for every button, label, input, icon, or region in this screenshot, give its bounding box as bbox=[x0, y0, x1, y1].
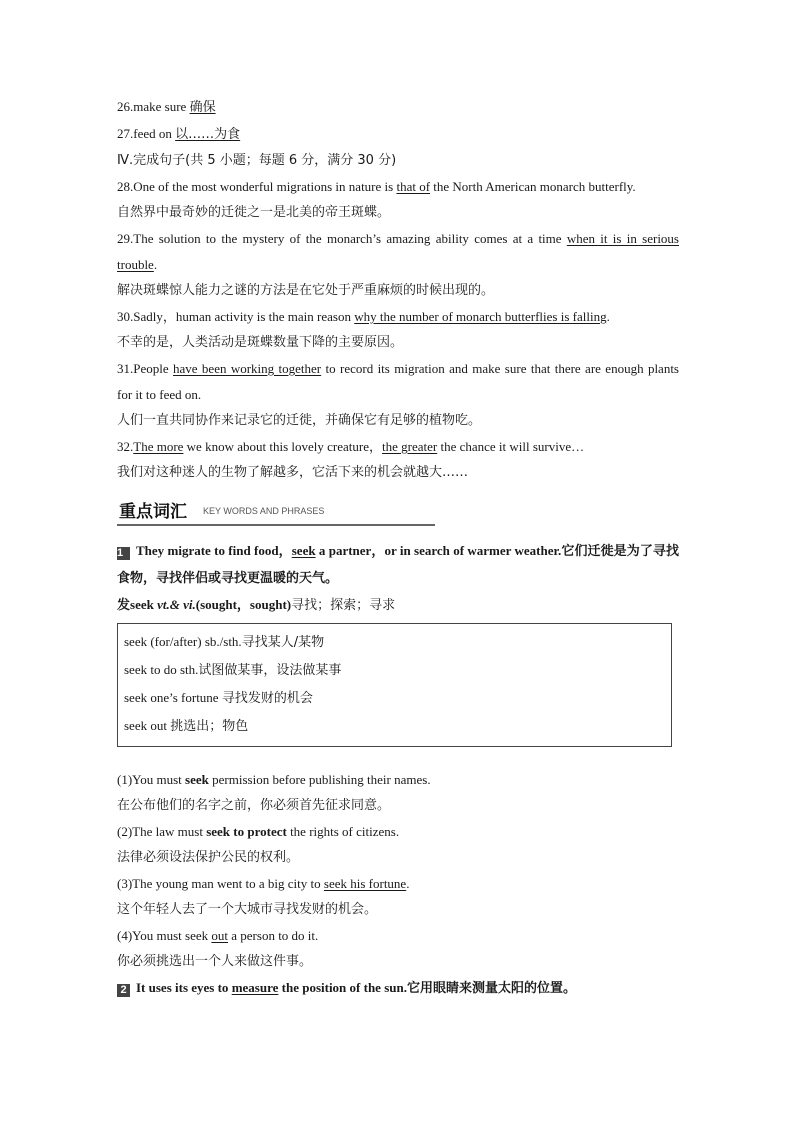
item-29-chinese: 解决斑蝶惊人能力之谜的方法是在它处于严重麻烦的时候出现的。 bbox=[117, 283, 495, 298]
example-2-chinese: 法律必须设法保护公民的权利。 bbox=[117, 850, 300, 865]
answer-blank: why the number of monarch butterflies is falling bbox=[354, 309, 607, 324]
example-number: (2) bbox=[117, 824, 133, 839]
item-29-english bbox=[117, 226, 679, 278]
example-text: The young man went to a big city to bbox=[132, 876, 324, 891]
item-32-english bbox=[117, 434, 679, 460]
section-banner bbox=[117, 494, 679, 528]
point-sentence-en: the position of the sun. bbox=[278, 980, 407, 995]
item-answer: 以……为食 bbox=[175, 127, 241, 142]
answer-blank: have been working together bbox=[173, 361, 322, 376]
answer-blank: The more bbox=[133, 439, 184, 454]
sentence-text: the North American monarch butterfly. bbox=[430, 179, 636, 194]
item-28-english bbox=[117, 174, 679, 200]
point-sentence-cn: 它用眼睛来测量太阳的位置。 bbox=[406, 981, 576, 996]
example-text: The law must bbox=[132, 824, 207, 839]
example-keyword: seek bbox=[185, 772, 209, 787]
phrase-cn: 寻找发财的机会 bbox=[221, 691, 313, 706]
example-text: permission before publishing their names. bbox=[208, 772, 431, 787]
example-text: a person to do it. bbox=[228, 928, 319, 943]
item-answer: 确保 bbox=[189, 100, 216, 115]
example-number: (3) bbox=[117, 876, 133, 891]
item-number: 29. bbox=[117, 231, 134, 246]
banner-title: 重点词汇 bbox=[119, 502, 187, 522]
item-number: 26. bbox=[117, 99, 134, 114]
part-of-speech: vt.& vi. bbox=[157, 597, 196, 612]
example-2-english bbox=[117, 819, 679, 845]
item-27 bbox=[117, 121, 679, 148]
item-number: 27. bbox=[117, 126, 134, 141]
sentence-text: to record its migration and make sure that there are enough plants for it to feed on. bbox=[117, 361, 679, 402]
item-31-english bbox=[117, 356, 679, 408]
example-text: You must bbox=[132, 772, 186, 787]
point-1-definition bbox=[117, 592, 679, 619]
phrase-cn: 挑选出；物色 bbox=[170, 719, 249, 734]
document-page bbox=[117, 94, 679, 1002]
sentence-text: . bbox=[606, 309, 610, 324]
phrase-row bbox=[124, 712, 671, 740]
phrase-box bbox=[117, 623, 672, 747]
point-number-badge: 1 bbox=[117, 547, 130, 560]
point-2-sentence bbox=[117, 975, 679, 1002]
item-32-chinese: 我们对这种迷人的生物了解越多，它活下来的机会就越大…… bbox=[117, 465, 469, 480]
section-heading: Ⅳ.完成句子(共 5 小题；每题 6 分，满分 30 分) bbox=[117, 153, 397, 168]
definition-prefix: 发 bbox=[117, 598, 131, 613]
example-3-english bbox=[117, 871, 679, 897]
example-4-chinese: 你必须挑选出一个人来做这件事。 bbox=[117, 954, 313, 969]
example-1-english bbox=[117, 767, 679, 793]
answer-blank: seek his fortune bbox=[323, 876, 407, 891]
point-sentence-en: It uses its eyes to bbox=[136, 980, 232, 995]
answer-blank: out bbox=[211, 928, 229, 943]
sentence-text: the chance it will survive… bbox=[437, 439, 585, 454]
sentence-text: Sadly，human activity is the main reason bbox=[133, 309, 355, 324]
phrase-en: seek one’s fortune bbox=[124, 690, 222, 705]
sentence-text: The solution to the mystery of the monarch’s amazing ability comes at a time bbox=[133, 231, 567, 246]
verb-forms: (sought，sought) bbox=[195, 597, 292, 612]
example-4-english bbox=[117, 923, 679, 949]
sentence-text: People bbox=[133, 361, 174, 376]
point-number-badge: 2 bbox=[117, 984, 130, 997]
key-word: seek bbox=[291, 543, 316, 558]
item-number: 28. bbox=[117, 179, 134, 194]
sentence-text: . bbox=[153, 257, 158, 272]
point-sentence-en: They migrate to find food， bbox=[136, 543, 292, 558]
example-text: the rights of citizens. bbox=[286, 824, 400, 839]
sentence-text: we know about this lovely creature， bbox=[183, 439, 382, 454]
definition-word: seek bbox=[130, 597, 158, 612]
phrase-row bbox=[124, 656, 671, 684]
banner-subtitle: KEY WORDS AND PHRASES bbox=[203, 506, 325, 516]
example-keyword: seek to protect bbox=[206, 824, 287, 839]
item-phrase: feed on bbox=[133, 126, 176, 141]
item-phrase: make sure bbox=[133, 99, 190, 114]
phrase-row bbox=[124, 684, 671, 712]
example-number: (1) bbox=[117, 772, 133, 787]
example-number: (4) bbox=[117, 928, 133, 943]
answer-blank: the greater bbox=[381, 439, 438, 454]
example-text: You must seek bbox=[132, 928, 212, 943]
item-number: 30. bbox=[117, 309, 134, 324]
example-1-chinese: 在公布他们的名字之前，你必须首先征求同意。 bbox=[117, 798, 391, 813]
item-30-english bbox=[117, 304, 679, 330]
sentence-text: One of the most wonderful migrations in nature is bbox=[133, 179, 397, 194]
definition-meaning: 寻找；探索；寻求 bbox=[291, 598, 396, 613]
example-3-chinese: 这个年轻人去了一个大城市寻找发财的机会。 bbox=[117, 902, 378, 917]
item-28-chinese: 自然界中最奇妙的迁徙之一是北美的帝王斑蝶。 bbox=[117, 205, 391, 220]
point-1-sentence bbox=[117, 538, 679, 592]
phrase-en: seek (for/after) sb./sth. bbox=[124, 634, 242, 649]
answer-blank: that of bbox=[396, 179, 431, 194]
banner-rule bbox=[117, 524, 435, 526]
phrase-cn: 寻找某人/某物 bbox=[241, 635, 325, 650]
phrase-en: seek to do sth. bbox=[124, 662, 199, 677]
point-sentence-en: a partner，or in search of warmer weather. bbox=[315, 543, 562, 558]
point-sentence-cn: 它们迁徙是为了寻找食物，寻找伴侣或寻找更温暖的天气。 bbox=[117, 544, 679, 586]
example-text: . bbox=[406, 876, 410, 891]
item-30-chinese: 不幸的是，人类活动是斑蝶数量下降的主要原因。 bbox=[117, 335, 404, 350]
item-31-chinese: 人们一直共同协作来记录它的迁徙，并确保它有足够的植物吃。 bbox=[117, 413, 482, 428]
item-number: 31. bbox=[117, 361, 134, 376]
phrase-row bbox=[124, 628, 671, 656]
phrase-en: seek out bbox=[124, 718, 171, 733]
phrase-cn: 试图做某事，设法做某事 bbox=[198, 663, 342, 678]
key-word: measure bbox=[231, 980, 279, 995]
item-number: 32. bbox=[117, 439, 134, 454]
answer-blank: when it is in serious trouble bbox=[117, 231, 679, 272]
item-26 bbox=[117, 94, 679, 121]
